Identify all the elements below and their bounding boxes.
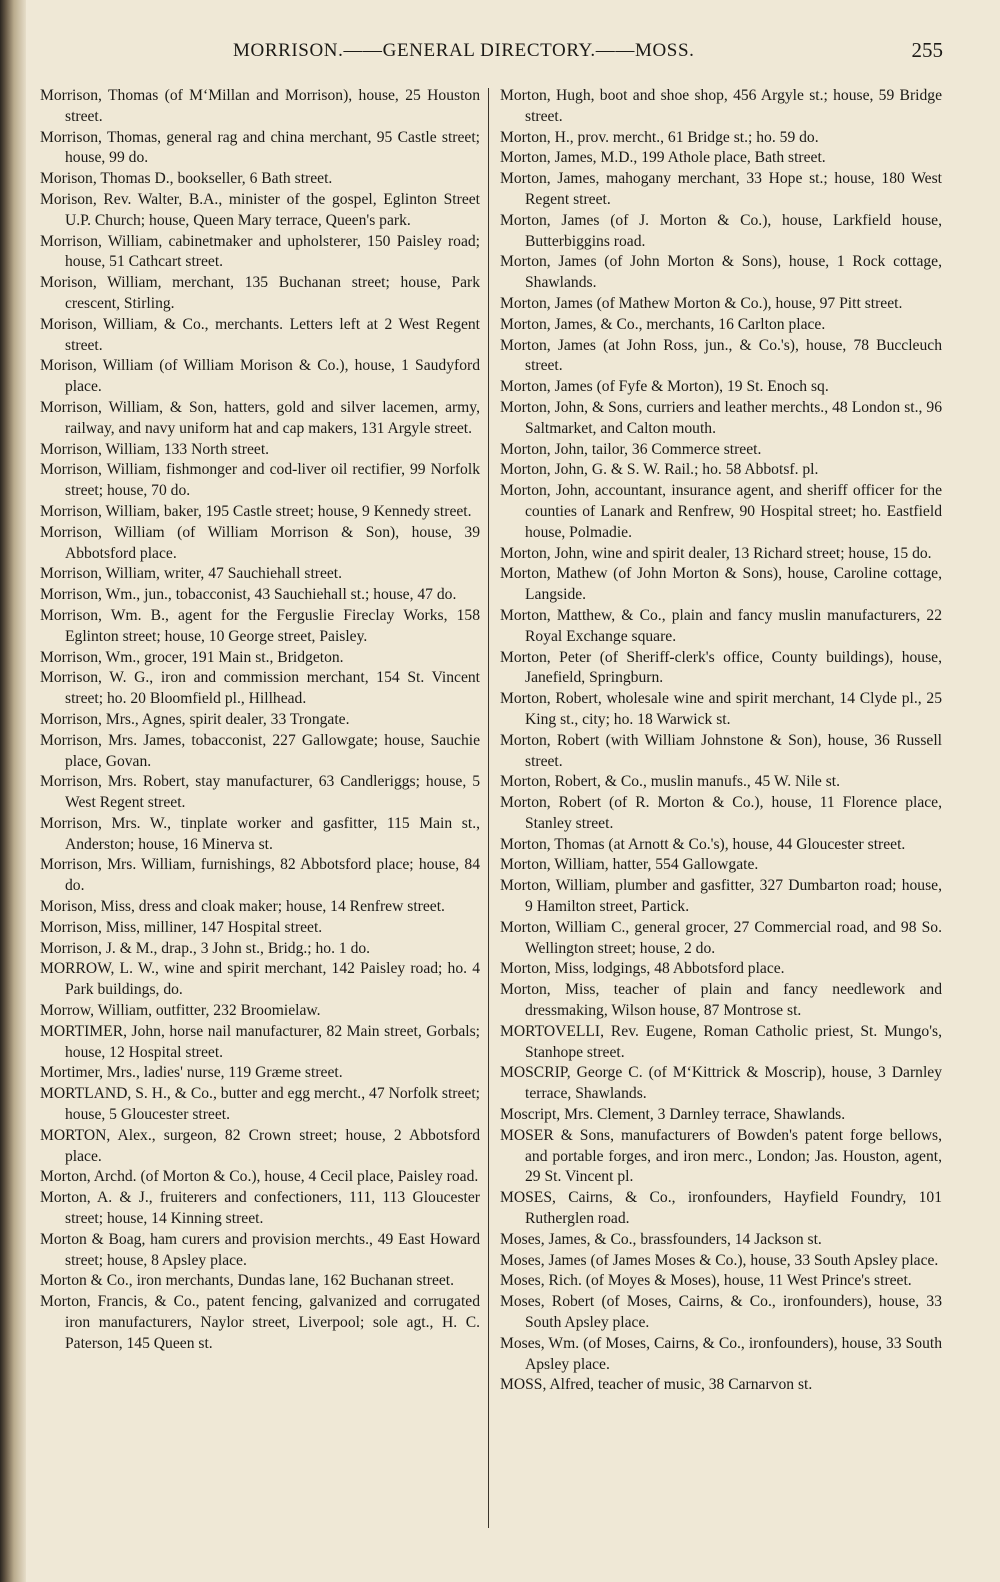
directory-entry: Morton, Thomas (at Arnott & Co.'s), house, 44 Gloucester street. — [500, 835, 906, 853]
directory-entry: Morton, John, & Sons, curriers and leather merchts., 48 London st., 96 Saltmarket, and Calton mouth. — [500, 398, 942, 437]
directory-entry: Morrison, William, 133 North street. — [40, 440, 270, 458]
directory-entry: Morton, James, & Co., merchants, 16 Carlton place. — [500, 315, 826, 333]
directory-entry: Moses, James (of James Moses & Co.), house, 33 South Apsley place. — [500, 1251, 939, 1269]
page-header — [38, 40, 943, 66]
directory-entry: Morton, Robert, & Co., muslin manufs., 45 W. Nile st. — [500, 773, 841, 791]
directory-entry: Morton, James (at John Ross, jun., & Co.'s), house, 78 Buccleuch street. — [500, 336, 942, 375]
directory-entry: Morton, Robert, wholesale wine and spirit merchant, 14 Clyde pl., 25 King st., city; ho. 18 Warwick st. — [500, 690, 942, 728]
directory-entry: Morton, H., prov. mercht., 61 Bridge st.; ho. 59 do. — [500, 128, 819, 146]
directory-entry: MOSCRIP, George C. (of M‘Kittrick & Moscrip), house, 3 Darnley terrace, Shawlands. — [500, 1064, 942, 1103]
directory-entry: Morrison, Wm., grocer, 191 Main st., Bridgeton. — [40, 648, 344, 666]
directory-entry: Morrison, W. G., iron and commission merchant, 154 St. Vincent street; ho. 20 Bloomfield pl., Hillhead. — [40, 669, 480, 708]
directory-entry: Morton, William, plumber and gasfitter, 327 Dumbarton road; house, 9 Hamilton street, Partick. — [500, 877, 942, 916]
directory-entry: Morton & Boag, ham curers and provision merchts., 49 East Howard street; house, 8 Apsley place. — [40, 1230, 480, 1269]
directory-entry: MOSER & Sons, manufacturers of Bowden's patent forge bellows, and portable forges, and iron merc., London; Jas. Houston, agent, 29 St. Vincent pl. — [500, 1126, 942, 1186]
directory-entry: Morrison, Wm., jun., tobacconist, 43 Sauchiehall st.; house, 47 do. — [40, 586, 457, 604]
directory-entry: Moses, James, & Co., brassfounders, 14 Jackson st. — [500, 1230, 822, 1248]
directory-entry: MOSES, Cairns, & Co., ironfounders, Hayfield Foundry, 101 Rutherglen road. — [500, 1189, 942, 1228]
directory-entry: Morison, William, & Co., merchants. Letters left at 2 West Regent street. — [40, 315, 480, 354]
directory-entry: Morrison, William, & Son, hatters, gold and silver lacemen, army, railway, and navy uniform hat and cap makers, 131 Argyle street. — [40, 398, 480, 437]
directory-entry: Moses, Rich. (of Moyes & Moses), house, 11 West Prince's street. — [500, 1272, 912, 1290]
directory-entry: Morton, Francis, & Co., patent fencing, galvanized and corrugated iron manufacturers, Naylor street, Liverpool; sole agt., H. C. Paterson, 145 Queen st. — [40, 1293, 480, 1352]
directory-entry: Morton, John, tailor, 36 Commerce street. — [500, 440, 762, 458]
running-head: MORRISON.——GENERAL DIRECTORY.——MOSS. — [233, 40, 695, 61]
directory-entry: Morrison, William, writer, 47 Sauchiehall street. — [40, 565, 343, 583]
directory-entry: Morrison, Mrs. W., tinplate worker and gasfitter, 115 Main st., Anderston; house, 16 Minerva st. — [40, 814, 480, 853]
directory-entry: MORTIMER, John, horse nail manufacturer, 82 Main street, Gorbals; house, 12 Hospital street. — [40, 1022, 480, 1061]
directory-entry: Morton, Matthew, & Co., plain and fancy muslin manufacturers, 22 Royal Exchange square. — [500, 606, 942, 645]
directory-entry: Morrison, Mrs. James, tobacconist, 227 Gallowgate; house, Sauchie place, Govan. — [40, 731, 480, 770]
directory-entry: Morison, Thomas D., bookseller, 6 Bath street. — [40, 170, 333, 188]
book-binding-gutter — [0, 0, 26, 1582]
directory-entry: Morton, James, M.D., 199 Athole place, Bath street. — [500, 149, 826, 167]
directory-entry: MORTON, Alex., surgeon, 82 Crown street; house, 2 Abbotsford place. — [40, 1126, 480, 1165]
directory-entry: Morton, Miss, lodgings, 48 Abbotsford place. — [500, 960, 785, 978]
directory-entry: Morison, Miss, dress and cloak maker; house, 14 Renfrew street. — [40, 898, 445, 916]
directory-entry: Morton, James (of Mathew Morton & Co.), house, 97 Pitt street. — [500, 294, 903, 312]
directory-entry: Morison, Rev. Walter, B.A., minister of the gospel, Eglinton Street U.P. Church; house, Queen Mary terrace, Queen's park. — [40, 190, 480, 229]
directory-entry: Morrison, Thomas, general rag and china merchant, 95 Castle street; house, 99 do. — [40, 128, 480, 167]
directory-entry: Morton, James (of Fyfe & Morton), 19 St. Enoch sq. — [500, 378, 829, 396]
directory-entry: Morton & Co., iron merchants, Dundas lane, 162 Buchanan street. — [40, 1272, 455, 1290]
directory-entry: Morrison, Miss, milliner, 147 Hospital street. — [40, 918, 323, 936]
directory-entry: Morrison, William, fishmonger and cod-liver oil rectifier, 99 Norfolk street; house, 70 do. — [40, 461, 480, 500]
directory-entry: Morrison, Wm. B., agent for the Ferguslie Fireclay Works, 158 Eglinton street; house, 10 George street, Paisley. — [40, 606, 480, 645]
directory-entry: Morrison, J. & M., drap., 3 John st., Bridg.; ho. 1 do. — [40, 939, 371, 957]
directory-entry: Morton, William C., general grocer, 27 Commercial road, and 98 So. Wellington street; house, 2 do. — [500, 918, 942, 957]
directory-entry: Morton, James (of John Morton & Sons), house, 1 Rock cottage, Shawlands. — [500, 253, 942, 292]
directory-entry: Morrison, Mrs., Agnes, spirit dealer, 33 Trongate. — [40, 710, 350, 728]
directory-entry: Morton, Robert (of R. Morton & Co.), house, 11 Florence place, Stanley street. — [500, 794, 942, 832]
directory-entry: Moses, Robert (of Moses, Cairns, & Co., ironfounders), house, 33 South Apsley place. — [500, 1293, 942, 1332]
directory-entry: MORTOVELLI, Rev. Eugene, Roman Catholic priest, St. Mungo's, Stanhope street. — [500, 1022, 942, 1061]
directory-entry: Morton, William, hatter, 554 Gallowgate. — [500, 856, 759, 874]
directory-entry: Morton, Miss, teacher of plain and fancy needlework and dressmaking, Wilson house, 87 Montrose st. — [500, 981, 942, 1020]
directory-entry: Morison, William (of William Morison & Co.), house, 1 Saudyford place. — [40, 357, 480, 396]
directory-entry: Morton, John, G. & S. W. Rail.; ho. 58 Abbotsf. pl. — [500, 461, 819, 479]
directory-entry: Morton, Peter (of Sheriff-clerk's office, County buildings), house, Janefield, Springburn. — [500, 648, 942, 687]
directory-entry: Morton, James, mahogany merchant, 33 Hope st.; house, 180 West Regent street. — [500, 170, 942, 208]
directory-entry: Morison, William, merchant, 135 Buchanan street; house, Park crescent, Stirling. — [40, 274, 480, 312]
directory-entry: Mortimer, Mrs., ladies' nurse, 119 Græme street. — [40, 1064, 343, 1082]
directory-entry: Morrow, William, outfitter, 232 Broomielaw. — [40, 1002, 321, 1020]
directory-entry: Morton, John, wine and spirit dealer, 13 Richard street; house, 15 do. — [500, 544, 932, 562]
directory-entry: Morrison, William, baker, 195 Castle street; house, 9 Kennedy street. — [40, 502, 472, 520]
directory-entry: Morrison, Thomas (of M‘Millan and Morrison), house, 25 Houston street. — [40, 87, 480, 125]
directory-entry: Morton, Robert (with William Johnstone & Son), house, 36 Russell street. — [500, 731, 942, 770]
directory-entry: Moscript, Mrs. Clement, 3 Darnley terrace, Shawlands. — [500, 1106, 846, 1124]
directory-entry: MORTLAND, S. H., & Co., butter and egg mercht., 47 Norfolk street; house, 5 Gloucester street. — [40, 1085, 480, 1124]
directory-entry: Morton, Mathew (of John Morton & Sons), house, Caroline cottage, Langside. — [500, 565, 942, 604]
directory-entry: Morton, A. & J., fruiterers and confectioners, 111, 113 Gloucester street; house, 14 Kinning street. — [40, 1189, 480, 1228]
left-column — [40, 86, 480, 1355]
column-divider — [488, 88, 489, 1528]
directory-entry: Moses, Wm. (of Moses, Cairns, & Co., ironfounders), house, 33 South Apsley place. — [500, 1334, 942, 1373]
directory-entry: Morrison, Mrs. Robert, stay manufacturer, 63 Candleriggs; house, 5 West Regent street. — [40, 773, 480, 812]
directory-entry: Morrison, Mrs. William, furnishings, 82 Abbotsford place; house, 84 do. — [40, 856, 480, 895]
directory-entry: Morrison, William (of William Morrison & Son), house, 39 Abbotsford place. — [40, 523, 480, 562]
directory-entry: Morton, James (of J. Morton & Co.), house, Larkfield house, Butterbiggins road. — [500, 211, 942, 250]
directory-entry: Morton, Archd. (of Morton & Co.), house, 4 Cecil place, Paisley road. — [40, 1168, 479, 1186]
directory-entry: MOSS, Alfred, teacher of music, 38 Carnarvon st. — [500, 1376, 813, 1394]
right-column — [500, 86, 942, 1396]
directory-entry: Morrison, William, cabinetmaker and upholsterer, 150 Paisley road; house, 51 Cathcart street. — [40, 232, 480, 271]
directory-entry: Morton, Hugh, boot and shoe shop, 456 Argyle st.; house, 59 Bridge street. — [500, 87, 942, 125]
directory-entry: MORROW, L. W., wine and spirit merchant, 142 Paisley road; ho. 4 Park buildings, do. — [40, 960, 480, 999]
directory-entry: Morton, John, accountant, insurance agent, and sheriff officer for the counties of Lanark and Renfrew, 90 Hospital street; ho. Eastfield house, Polmadie. — [500, 482, 942, 541]
page-number: 255 — [911, 38, 943, 62]
